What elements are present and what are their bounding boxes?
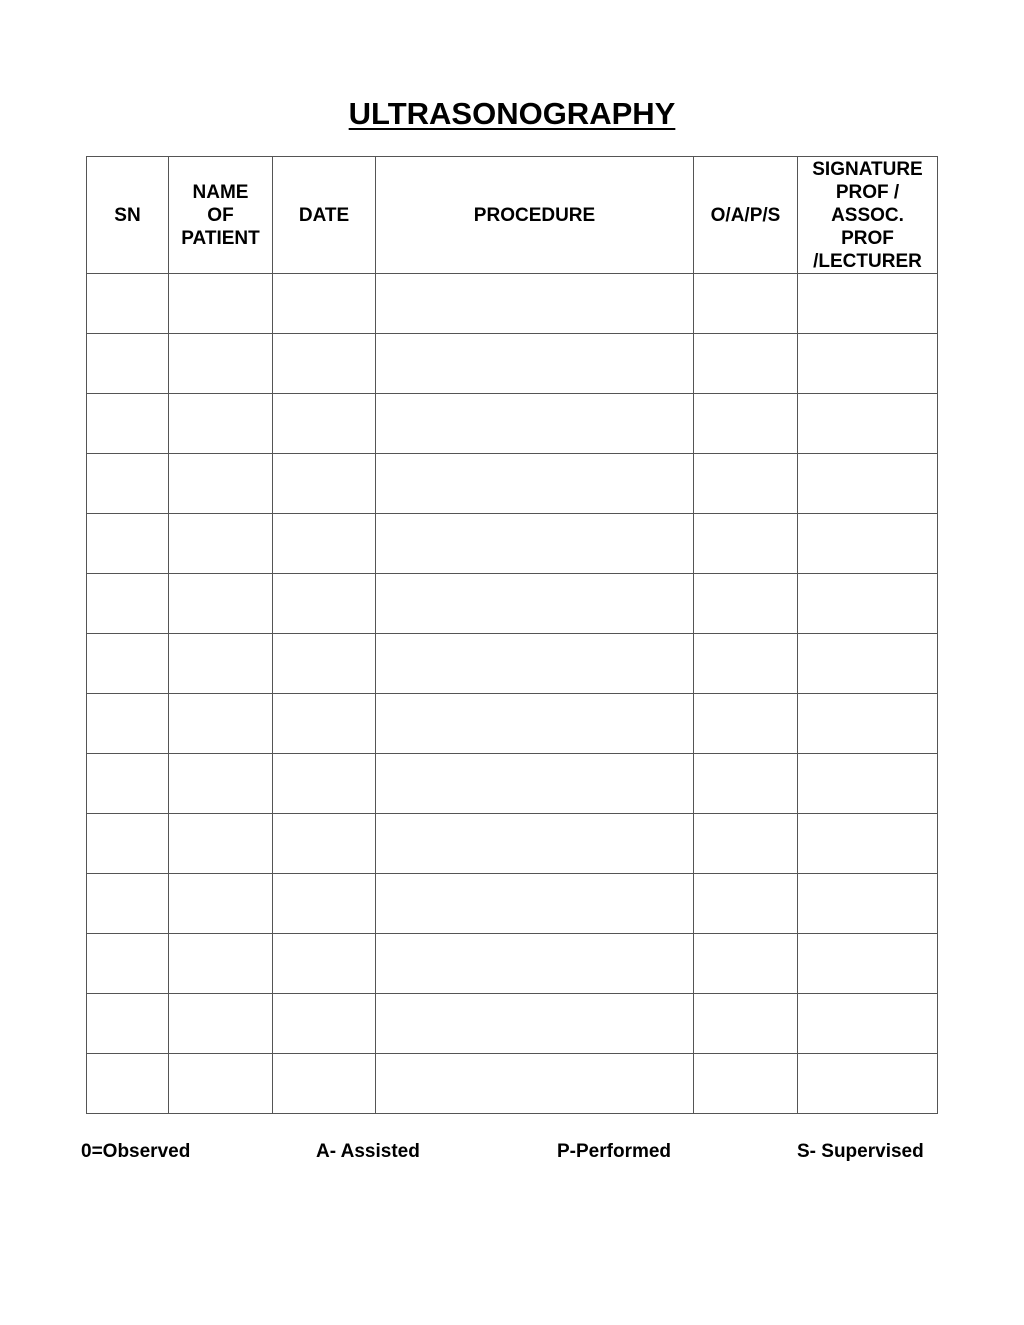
table-cell-oaps[interactable] xyxy=(694,934,798,994)
table-cell-signature[interactable] xyxy=(798,694,938,754)
table-cell-date[interactable] xyxy=(273,334,376,394)
table-cell-date[interactable] xyxy=(273,934,376,994)
table-cell-signature[interactable] xyxy=(798,574,938,634)
table-cell-date[interactable] xyxy=(273,814,376,874)
table-cell-signature[interactable] xyxy=(798,274,938,334)
table-cell-sn[interactable] xyxy=(87,634,169,694)
table-cell-sn[interactable] xyxy=(87,874,169,934)
table-cell-name-of-patient[interactable] xyxy=(169,994,273,1054)
table-cell-oaps[interactable] xyxy=(694,874,798,934)
table-cell-procedure[interactable] xyxy=(376,934,694,994)
table-cell-sn[interactable] xyxy=(87,334,169,394)
table-row xyxy=(87,334,938,394)
table-cell-signature[interactable] xyxy=(798,994,938,1054)
legend-assisted: A- Assisted xyxy=(316,1141,420,1162)
table-cell-sn[interactable] xyxy=(87,514,169,574)
table-cell-sn[interactable] xyxy=(87,694,169,754)
table-cell-signature[interactable] xyxy=(798,634,938,694)
table-cell-oaps[interactable] xyxy=(694,514,798,574)
table-cell-date[interactable] xyxy=(273,1054,376,1114)
table-cell-sn[interactable] xyxy=(87,394,169,454)
table-cell-date[interactable] xyxy=(273,394,376,454)
table-cell-procedure[interactable] xyxy=(376,814,694,874)
table-cell-oaps[interactable] xyxy=(694,274,798,334)
table-cell-name-of-patient[interactable] xyxy=(169,574,273,634)
table-cell-procedure[interactable] xyxy=(376,874,694,934)
legend-observed: 0=Observed xyxy=(81,1141,191,1162)
header-oaps: O/A/P/S xyxy=(694,157,798,274)
table-cell-date[interactable] xyxy=(273,274,376,334)
table-cell-oaps[interactable] xyxy=(694,994,798,1054)
table-cell-sn[interactable] xyxy=(87,934,169,994)
page-title: ULTRASONOGRAPHY xyxy=(348,96,676,131)
table-cell-name-of-patient[interactable] xyxy=(169,754,273,814)
table-cell-name-of-patient[interactable] xyxy=(169,814,273,874)
table-row xyxy=(87,694,938,754)
header-sn: SN xyxy=(87,157,169,274)
table-cell-name-of-patient[interactable] xyxy=(169,694,273,754)
header-signature: SIGNATURE PROF / ASSOC. PROF /LECTURER xyxy=(798,157,938,274)
table-cell-sn[interactable] xyxy=(87,754,169,814)
table-cell-oaps[interactable] xyxy=(694,1054,798,1114)
table-cell-procedure[interactable] xyxy=(376,334,694,394)
table-cell-signature[interactable] xyxy=(798,1054,938,1114)
table-cell-date[interactable] xyxy=(273,994,376,1054)
table-cell-sn[interactable] xyxy=(87,1054,169,1114)
table-cell-name-of-patient[interactable] xyxy=(169,394,273,454)
legend-supervised: S- Supervised xyxy=(797,1141,924,1162)
table-cell-name-of-patient[interactable] xyxy=(169,874,273,934)
header-date: DATE xyxy=(273,157,376,274)
table-row xyxy=(87,514,938,574)
table-cell-date[interactable] xyxy=(273,514,376,574)
table-row xyxy=(87,994,938,1054)
table-cell-procedure[interactable] xyxy=(376,454,694,514)
table-cell-oaps[interactable] xyxy=(694,454,798,514)
header-name-of-patient: NAME OF PATIENT xyxy=(169,157,273,274)
table-row xyxy=(87,814,938,874)
table-cell-date[interactable] xyxy=(273,754,376,814)
table-cell-oaps[interactable] xyxy=(694,334,798,394)
table-cell-procedure[interactable] xyxy=(376,754,694,814)
table-cell-procedure[interactable] xyxy=(376,694,694,754)
table-cell-date[interactable] xyxy=(273,574,376,634)
table-cell-procedure[interactable] xyxy=(376,514,694,574)
table-cell-signature[interactable] xyxy=(798,454,938,514)
table-row xyxy=(87,454,938,514)
table-cell-name-of-patient[interactable] xyxy=(169,634,273,694)
table-row xyxy=(87,634,938,694)
procedure-log-table xyxy=(86,156,938,1114)
table-body xyxy=(87,274,938,1114)
table-cell-procedure[interactable] xyxy=(376,574,694,634)
table-row xyxy=(87,754,938,814)
table-cell-oaps[interactable] xyxy=(694,814,798,874)
table-cell-name-of-patient[interactable] xyxy=(169,514,273,574)
table-cell-signature[interactable] xyxy=(798,394,938,454)
table-cell-procedure[interactable] xyxy=(376,274,694,334)
table-cell-signature[interactable] xyxy=(798,514,938,574)
table-cell-date[interactable] xyxy=(273,634,376,694)
table-cell-procedure[interactable] xyxy=(376,394,694,454)
table-cell-signature[interactable] xyxy=(798,814,938,874)
table-cell-procedure[interactable] xyxy=(376,634,694,694)
table-cell-oaps[interactable] xyxy=(694,694,798,754)
table-cell-signature[interactable] xyxy=(798,334,938,394)
table-cell-name-of-patient[interactable] xyxy=(169,934,273,994)
table-cell-signature[interactable] xyxy=(798,754,938,814)
table-cell-signature[interactable] xyxy=(798,934,938,994)
table-cell-oaps[interactable] xyxy=(694,634,798,694)
table-cell-name-of-patient[interactable] xyxy=(169,1054,273,1114)
table-header-row xyxy=(87,157,938,274)
table-row xyxy=(87,274,938,334)
table-cell-sn[interactable] xyxy=(87,274,169,334)
table-cell-date[interactable] xyxy=(273,694,376,754)
table-row xyxy=(87,1054,938,1114)
table-cell-procedure[interactable] xyxy=(376,994,694,1054)
table-cell-oaps[interactable] xyxy=(694,574,798,634)
table-row xyxy=(87,574,938,634)
table-cell-sn[interactable] xyxy=(87,994,169,1054)
table-cell-oaps[interactable] xyxy=(694,754,798,814)
table-row xyxy=(87,874,938,934)
table-row xyxy=(87,934,938,994)
table-cell-sn[interactable] xyxy=(87,454,169,514)
table-cell-name-of-patient[interactable] xyxy=(169,274,273,334)
table-cell-sn[interactable] xyxy=(87,814,169,874)
table-cell-name-of-patient[interactable] xyxy=(169,334,273,394)
legend-performed: P-Performed xyxy=(557,1141,672,1162)
table-cell-name-of-patient[interactable] xyxy=(169,454,273,514)
table-cell-sn[interactable] xyxy=(87,574,169,634)
header-procedure: PROCEDURE xyxy=(376,157,694,274)
table-cell-date[interactable] xyxy=(273,454,376,514)
table-cell-oaps[interactable] xyxy=(694,394,798,454)
table-row xyxy=(87,394,938,454)
table-cell-signature[interactable] xyxy=(798,874,938,934)
table-cell-date[interactable] xyxy=(273,874,376,934)
table-cell-procedure[interactable] xyxy=(376,1054,694,1114)
